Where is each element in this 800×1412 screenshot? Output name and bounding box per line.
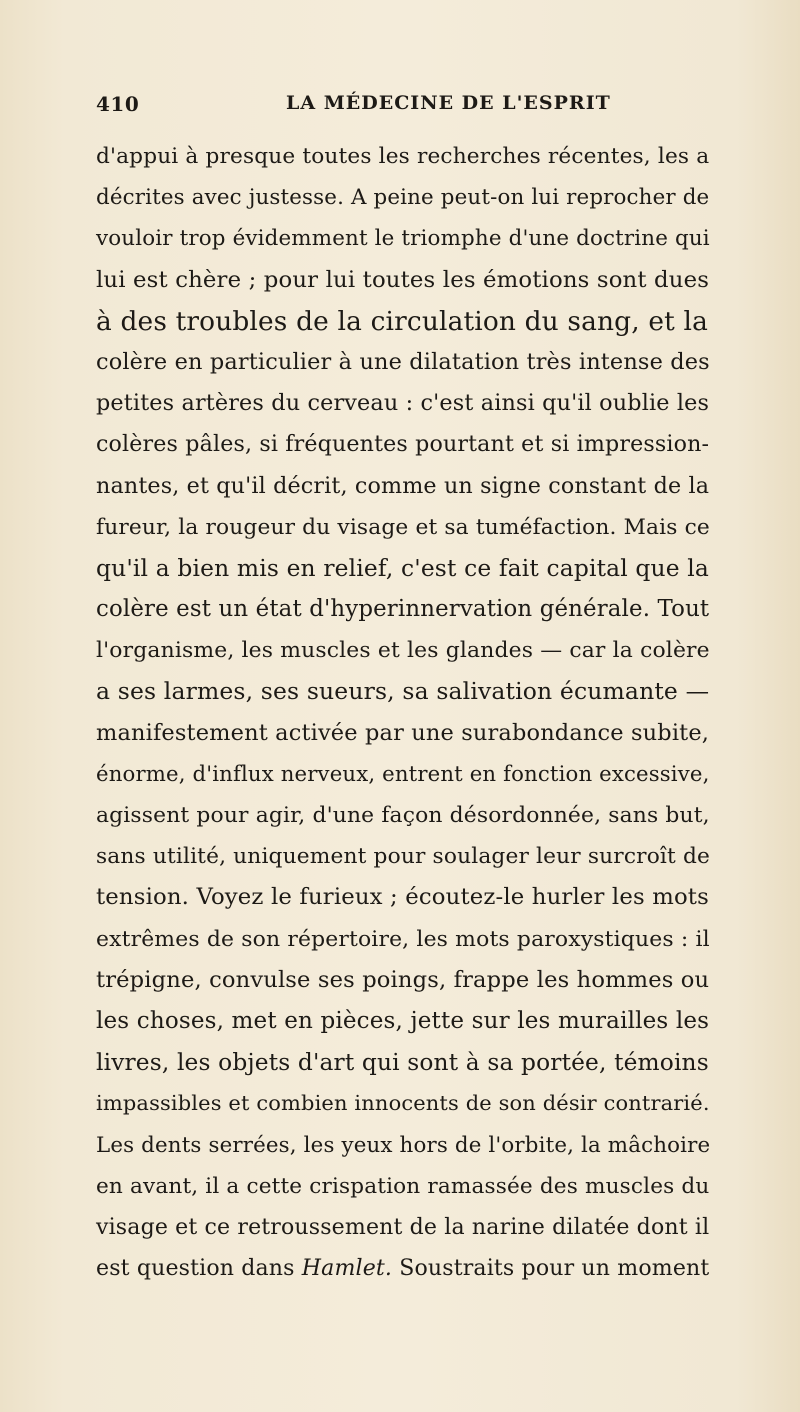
- text-line: à des troubles de la circulation du sang, et la: [96, 305, 708, 337]
- text-line: colère en particulier à une dilatation très intense des: [96, 348, 710, 375]
- text-line: qu'il a bien mis en relief, c'est ce fait capital que la: [96, 553, 710, 582]
- text-line: en avant, il a cette crispation ramassée des muscles du: [96, 1173, 710, 1199]
- text-segment: Soustraits pour un moment: [392, 1256, 710, 1282]
- text-line: agissent pour agir, d'une façon désordonnée, sans but,: [96, 803, 710, 828]
- text-line: sans utilité, uniquement pour soulager leur surcroît de: [96, 844, 710, 870]
- text-line: énorme, d'influx nerveux, entrent en fonction excessive,: [96, 761, 710, 787]
- text-line: les choses, met en pièces, jette sur les murailles les: [96, 1007, 710, 1034]
- text-line: extrêmes de son répertoire, les mots paroxystiques : il: [96, 926, 710, 952]
- italic-title-hamlet: Hamlet.: [301, 1256, 393, 1282]
- text-line: colère est un état d'hyperinnervation générale. Tout: [96, 596, 710, 623]
- text-line: lui est chère ; pour lui toutes les émotions sont dues: [96, 266, 710, 293]
- text-line: d'appui à presque toutes les recherches récentes, les a: [96, 144, 710, 169]
- page-number: 410: [96, 92, 140, 116]
- body-text: [96, 136, 711, 1289]
- text-line: impassibles et combien innocents de son désir contrarié.: [96, 1091, 710, 1116]
- text-segment: est question dans: [96, 1256, 302, 1282]
- text-line: visage et ce retroussement de la narine dilatée dont il: [96, 1214, 710, 1240]
- text-line: petites artères du cerveau : c'est ainsi qu'il oublie les: [96, 390, 710, 417]
- text-line: Les dents serrées, les yeux hors de l'orbite, la mâchoire: [96, 1132, 711, 1158]
- text-line: décrites avec justesse. A peine peut-on lui reprocher de: [96, 185, 710, 211]
- text-line: colères pâles, si fréquentes pourtant et si impression-: [96, 431, 710, 458]
- text-line-last: [96, 1248, 708, 1289]
- text-line: tension. Voyez le furieux ; écoutez-le hurler les mots: [96, 884, 709, 911]
- text-line: l'organisme, les muscles et les glandes — car la colère: [96, 638, 710, 664]
- text-line: manifestement activée par une surabondance subite,: [96, 719, 710, 746]
- text-line: a ses larmes, ses sueurs, sa salivation écumante —: [96, 677, 710, 706]
- text-line: trépigne, convulse ses poings, frappe les hommes ou: [96, 966, 710, 993]
- page-header: [96, 92, 708, 122]
- text-line: vouloir trop évidemment le triomphe d'une doctrine qui: [96, 226, 710, 252]
- running-title: LA MÉDECINE DE L'ESPRIT: [286, 92, 611, 114]
- text-line: nantes, et qu'il décrit, comme un signe constant de la: [96, 472, 710, 499]
- text-line: livres, les objets d'art qui sont à sa portée, témoins: [96, 1049, 709, 1077]
- text-line: fureur, la rougeur du visage et sa tuméfaction. Mais ce: [96, 514, 710, 540]
